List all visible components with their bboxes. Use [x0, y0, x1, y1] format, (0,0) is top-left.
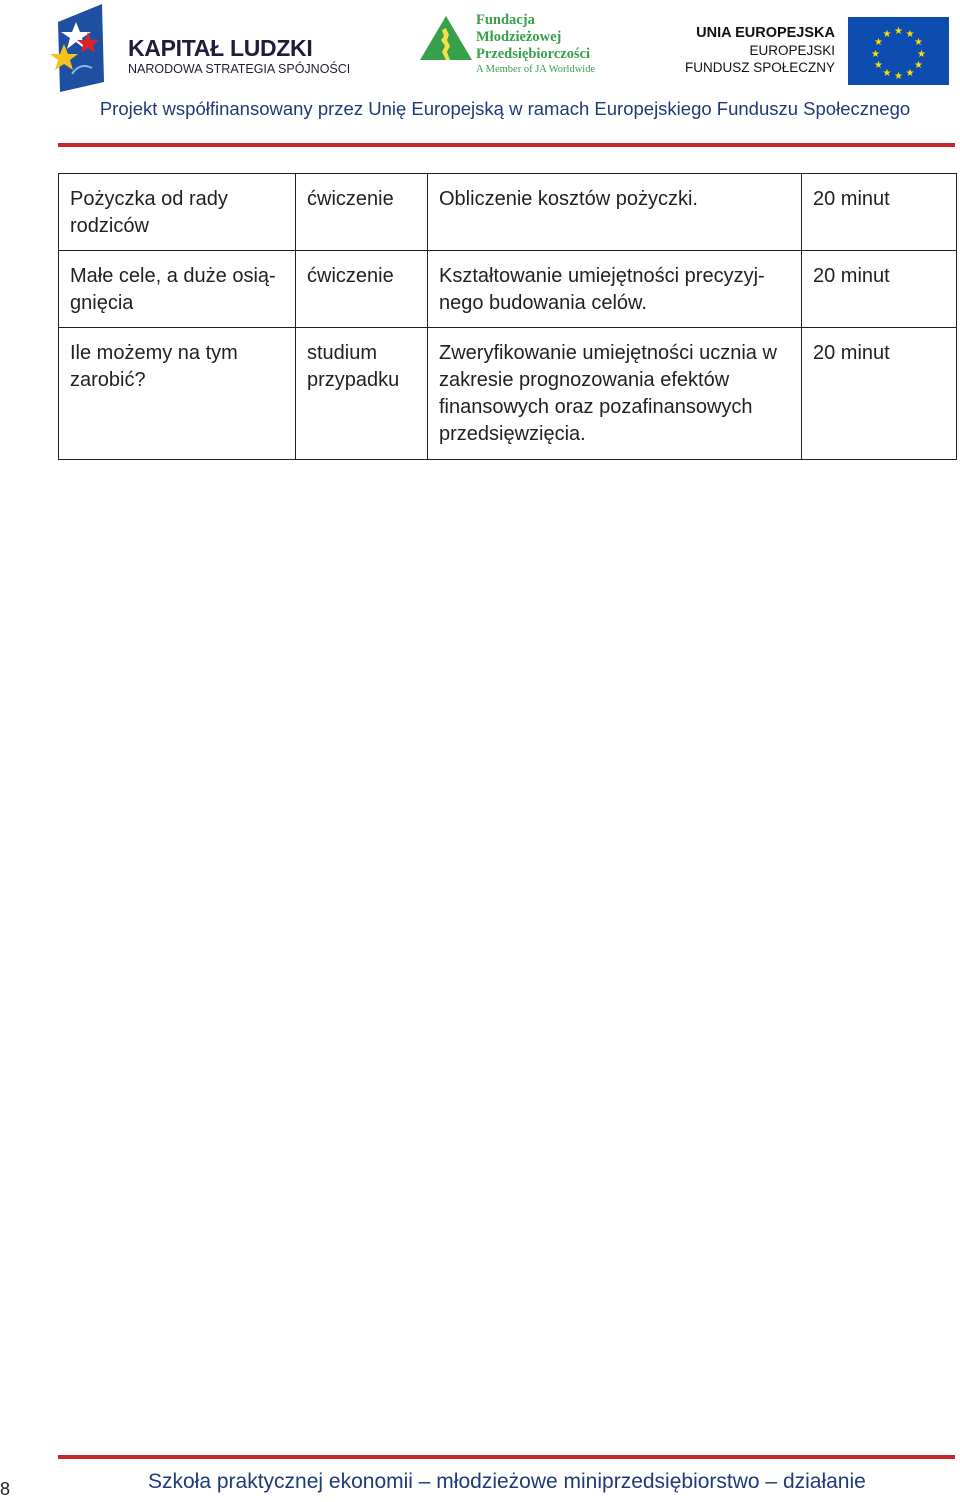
page-number: 8 — [0, 1479, 11, 1499]
svg-text:★: ★ — [874, 37, 883, 48]
footer-title: Szkoła praktycznej ekonomii – młodzieżowe miniprzedsiębiorstwo – działanie — [148, 1470, 866, 1493]
eu-name: UNIA EUROPEJSKA — [696, 25, 835, 41]
eu-fund-line2: FUNDUSZ SPOŁECZNY — [684, 60, 835, 75]
lesson-activities-table — [58, 173, 957, 460]
svg-text:★: ★ — [917, 49, 926, 60]
fundacja-name-line1: Fundacja — [476, 12, 535, 28]
activity-goal-cell: Obliczenie kosztów pożyczki. — [428, 174, 802, 251]
svg-text:★: ★ — [914, 37, 923, 48]
footer-divider — [58, 1455, 955, 1459]
svg-text:★: ★ — [905, 68, 915, 79]
fundacja-name-line3: Przedsiębiorczości — [476, 46, 591, 62]
kapital-ludzki-emblem-icon — [50, 4, 110, 94]
kapital-ludzki-logo — [50, 4, 351, 94]
activity-type-cell: studium przypadku — [296, 328, 428, 460]
header-divider — [58, 143, 955, 147]
svg-text:★: ★ — [871, 49, 880, 60]
activity-duration-cell: 20 minut — [802, 328, 957, 460]
kapital-ludzki-subtitle: NARODOWA STRATEGIA SPÓJNOŚCI — [128, 62, 351, 76]
table-row — [59, 328, 957, 460]
svg-text:★: ★ — [882, 68, 892, 79]
activity-duration-cell: 20 minut — [802, 251, 957, 328]
fundacja-mountain-icon — [420, 16, 472, 62]
activity-type-cell: ćwiczenie — [296, 174, 428, 251]
eu-fund-line1: EUROPEJSKI — [749, 43, 835, 58]
activity-title-cell: Małe cele, a duże osią-gnięcia — [59, 251, 296, 328]
activity-title-cell: Ile możemy na tym zarobić? — [59, 328, 296, 460]
activity-duration-cell: 20 minut — [802, 174, 957, 251]
activity-title-cell: Pożyczka od rady rodziców — [59, 174, 296, 251]
activity-type-cell: ćwiczenie — [296, 251, 428, 328]
fundacja-name-line2: Młodzieżowej — [476, 29, 562, 45]
fundacja-member-tagline: A Member of JA Worldwide — [476, 64, 596, 75]
activity-goal-cell: Kształtowanie umiejętności precyzyj-nego budowania celów. — [428, 251, 802, 328]
eu-flag-icon — [848, 17, 949, 85]
activity-goal-cell: Zweryfikowanie umiejętności ucznia w zakresie prognozowania efektów finansowych oraz pozafinansowych przedsięwzięcia. — [428, 328, 802, 460]
svg-text:★: ★ — [905, 29, 915, 40]
fundacja-logo — [420, 12, 610, 82]
eu-social-fund-logo — [684, 16, 950, 86]
svg-text:★: ★ — [874, 60, 883, 71]
svg-text:★: ★ — [894, 26, 903, 37]
svg-text:★: ★ — [894, 71, 903, 82]
table-row — [59, 174, 957, 251]
table-row — [59, 251, 957, 328]
kapital-ludzki-title: KAPITAŁ LUDZKI — [128, 35, 313, 61]
cofinancing-statement: Projekt współfinansowany przez Unię Europejską w ramach Europejskiego Funduszu Społecznego — [99, 98, 911, 119]
svg-text:★: ★ — [882, 29, 892, 40]
svg-text:★: ★ — [914, 60, 923, 71]
